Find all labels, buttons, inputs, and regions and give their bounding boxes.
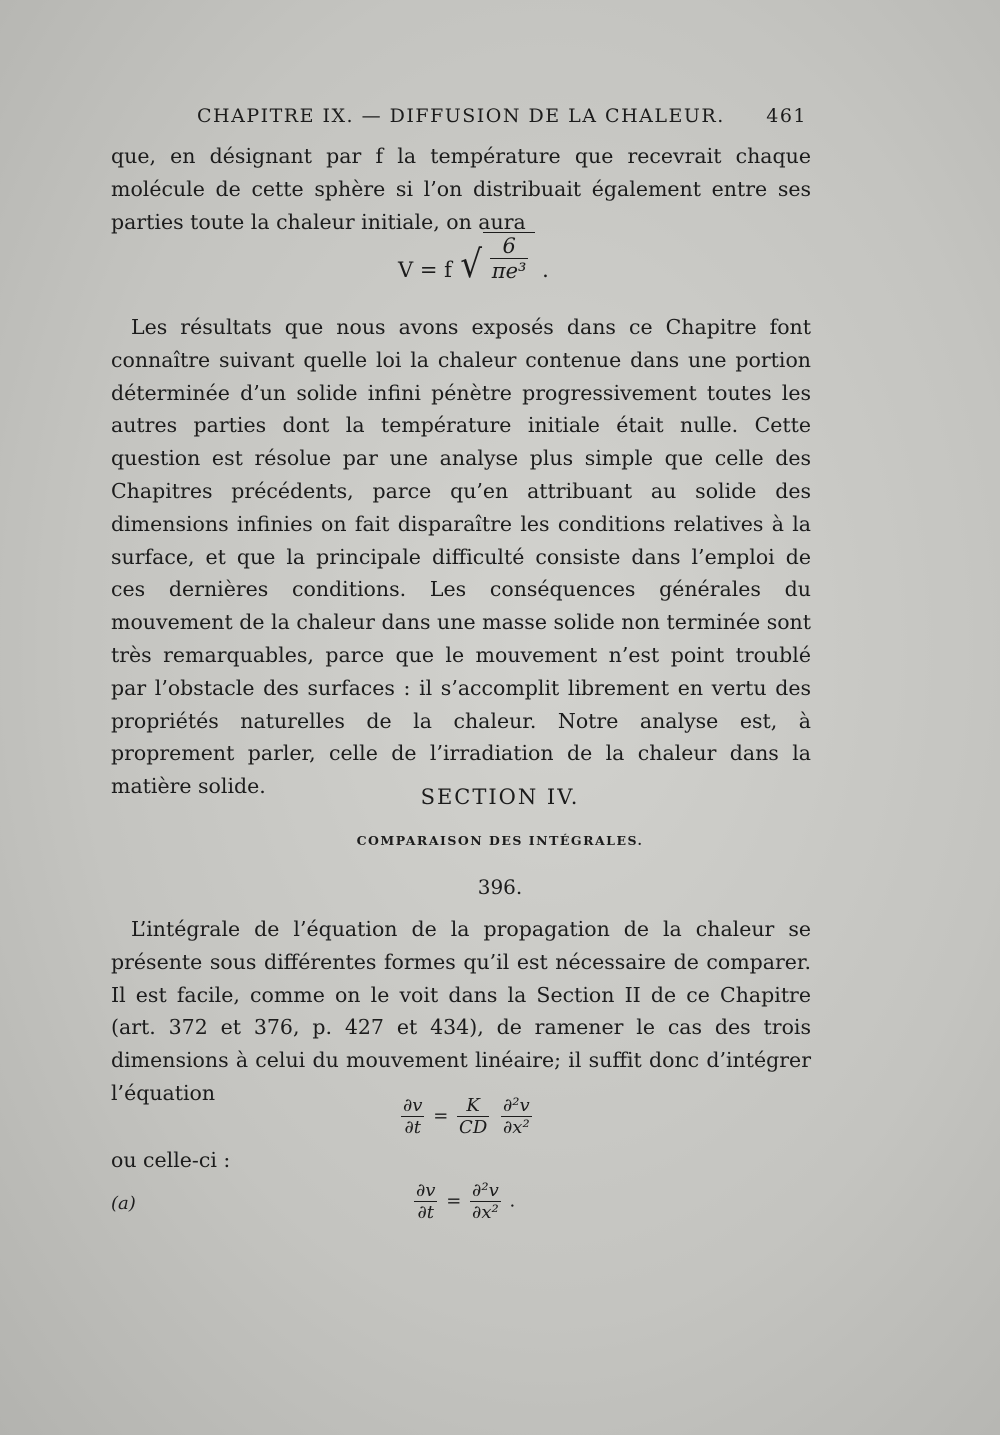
- equation-1-denominator: πe³: [491, 259, 527, 283]
- paragraph-2-text: Les résultats que nous avons exposés dans ce Chapitre font connaître suivant quelle loi la chaleur contenue dans une portion déterminée d’un solide infini pénètre progressivement toutes les autres parties dont la température initiale était nulle. Cette question est résolue par une analyse plus simple que celle des Chapitres précédents, parce qu’en attribuant au solide des dimensions infinies on fait disparaître les conditions relatives à la surface, et que la principale difficulté consiste dans l’emploi de ces dernières conditions. Les conséquences générales du mouvement de la chaleur dans une masse solide non terminée sont très remarquables, parce que le mouvement n’est point troublé par l’obstacle des surfaces : il s’accomplit librement en vertu des propriétés naturelles de la chaleur. Notre analyse est, à proprement parler, celle de l’irradiation de la chaleur dans la matière solide.: [111, 315, 811, 799]
- equation-3-lhs: $\frac{\partial v}{\partial t}$: [416, 1180, 436, 1223]
- equation-3-rhs: $\frac{\text{∂²v}}{\text{∂x²}}$: [472, 1180, 499, 1223]
- equation-2-lhs: $\frac{\partial v}{\partial t}$: [403, 1095, 423, 1138]
- equation-2-rhs: $\frac{\text{∂²v}}{\text{∂x²}}$: [503, 1095, 530, 1138]
- equation-1-end: .: [542, 258, 549, 282]
- article-number: 396.: [477, 875, 523, 899]
- page-number: 461: [766, 105, 807, 127]
- square-root: [459, 232, 536, 286]
- equation-3-end: .: [509, 1190, 516, 1212]
- paragraph-1-text: que, en désignant par f la température que recevrait chaque molécule de cette sphère si l’on distribuait également entre ses parties toute la chaleur initiale, on aura: [111, 144, 811, 234]
- ou-celle-ci: ou celle-ci :: [111, 1148, 231, 1172]
- running-head-title: CHAPITRE IX. — DIFFUSION DE LA CHALEUR.: [197, 105, 725, 127]
- equation-2-equals: =: [433, 1105, 449, 1127]
- equation-1: [398, 232, 549, 286]
- radical-sign-icon: √: [459, 242, 482, 286]
- paragraph-3-text: L’intégrale de l’équation de la propagation de la chaleur se présente sous différentes formes qu’il est nécessaire de comparer. Il est facile, comme on le voit dans la Section II de ce Chapitre (art. 372 et 376, p. 427 et 434), de ramener le cas des trois dimensions à celui du mouvement linéaire; il suffit donc d’intégrer l’équation: [111, 917, 811, 1105]
- section-subtitle: COMPARAISON DES INTÉGRALES.: [356, 833, 644, 848]
- equation-3-label: (a): [111, 1193, 136, 1214]
- paragraph-1: [111, 140, 811, 238]
- section-heading: SECTION IV.: [420, 785, 580, 809]
- equation-1-fraction: [490, 234, 529, 283]
- equation-3: [411, 1180, 515, 1223]
- equation-2-coefficient: $\frac{K}{CD}$: [459, 1095, 488, 1138]
- equation-2: [398, 1095, 535, 1138]
- equation-1-numerator: 6: [490, 234, 529, 259]
- paragraph-3: [111, 913, 811, 1110]
- equation-1-lhs: V = f: [398, 258, 452, 282]
- equation-3-equals: =: [446, 1190, 462, 1212]
- paragraph-2: [111, 311, 811, 803]
